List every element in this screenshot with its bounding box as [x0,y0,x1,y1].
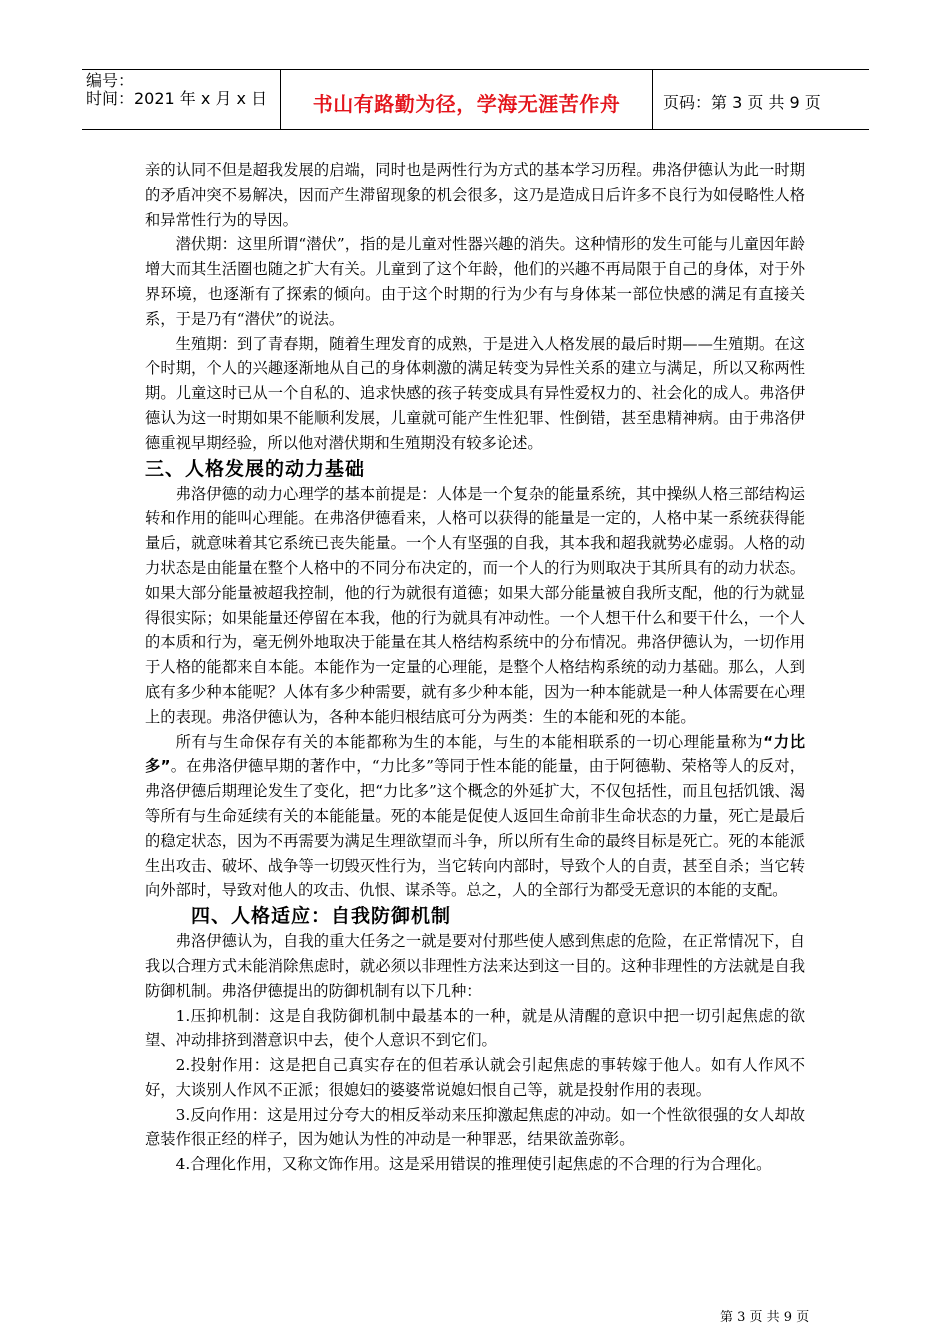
section-heading: 四、人格适应：自我防御机制 [191,905,452,928]
header-page-number: 页码：第 3 页 共 9 页 [663,93,821,112]
paragraph [145,730,805,904]
paragraph: 潜伏期：这里所谓“潜伏”，指的是儿童对性器兴趣的消失。这种情形的发生可能与儿童因年龄增大而其生活圈也随之扩大有关。儿童到了这个年龄，他们的兴趣不再局限于自己的身体，对于外界环境，也逐渐有了探索的倾向。由于这个时期的行为少有与身体某一部位快感的满足有直接关系，于是乃有“潜伏”的说法。 [145,235,805,328]
date-label: 时间：2021 年 x 月 x 日 [86,89,268,108]
paragraph-text: 所有与生命保存有关的本能都称为生的本能，与生的本能相联系的一切心理能量称为 [175,732,764,751]
header-motto-cell [281,70,653,129]
header-page-cell [653,70,869,129]
paragraph: 弗洛伊德认为，自我的重大任务之一就是要对付那些使人感到焦虑的危险，在正常情况下，自我以合理方式未能消除焦虑时，就必须以非理性方法来达到这一目的。这种非理性的方法就是自我防御机制。弗洛伊德提出的防御机制有以下几种： [145,932,805,1000]
paragraph: 生殖期：到了青春期，随着生理发育的成熟，于是进入人格发展的最后时期——生殖期。在这个时期，个人的兴趣逐渐地从自己的身体刺激的满足转变为异性关系的建立与满足，所以又称两性期。儿童这时已从一个自私的、追求快感的孩子转变成具有异性爱权力的、社会化的成人。弗洛伊德认为这一时期如果不能顺利发展，儿童就可能产生性犯罪、性倒错，甚至患精神病。由于弗洛伊德重视早期经验，所以他对潜伏期和生殖期没有较多论述。 [145,334,805,452]
keyword-libido: “力比多” [145,732,805,776]
paragraph: 弗洛伊德的动力心理学的基本前提是：人体是一个复杂的能量系统，其中操纵人格三部结构运转和作用的能叫心理能。在弗洛伊德看来，人格可以获得的能量是一定的，人格中某一系统获得能量后，就意味着其它系统已丧失能量。一个人有坚强的自我，其本我和超我就势必虚弱。人格的动力状态是由能量在整个人格中的不同分布决定的，而一个人的行为则取决于其所具有的动力状态。如果大部分能量被超我控制，他的行为就很有道德；如果大部分能量被自我所支配，他的行为就显得很实际；如果能量还停留在本我，他的行为就具有冲动性。一个人想干什么和要干什么，一个人的本质和行为，毫无例外地取决于能量在其人格结构系统中的分布情况。弗洛伊德认为，一切作用于人格的能都来自本能。本能作为一定量的心理能，是整个人格结构系统的动力基础。那么，人到底有多少种本能呢？人体有多少种需要，就有多少种本能，因为一种本能就是一种人体需要在心理上的表现。弗洛伊德认为，各种本能归根结底可分为两类：生的本能和死的本能。 [145,484,805,726]
list-item: 1.压抑机制：这是自我防御机制中最基本的一种，就是从清醒的意识中把一切引起焦虑的欲望、冲动排挤到潜意识中去，使个人意识不到它们。 [145,1006,805,1050]
document-body [145,158,805,1177]
paragraph-text: 。在弗洛伊德早期的著作中，“力比多”等同于性本能的能量，由于阿德勒、荣格等人的反对，弗洛伊德后期理论发生了变化，把“力比多”这个概念的外延扩大，不仅包括性，而且包括饥饿、渴等所有与生命延续有关的本能能量。死的本能是促使人返回生命前非生命状态的力量，死亡是最后的稳定状态，因为不再需要为满足生理欲望而斗争，所以所有生命的最终目标是死亡。死的本能派生出攻击、破坏、战争等一切毁灭性行为，当它转向内部时，导致个人的自责，甚至自杀；当它转向外部时，导致对他人的攻击、仇恨、谋杀等。总之，人的全部行为都受无意识的本能的支配。 [145,757,805,900]
serial-label: 编号： [86,71,135,90]
footer-page-number: 第 3 页 共 9 页 [720,1310,810,1325]
motto: 书山有路勤为径，学海无涯苦作舟 [312,92,621,116]
paragraph: 亲的认同不但是超我发展的启端，同时也是两性行为方式的基本学习历程。弗洛伊德认为此一时期的矛盾冲突不易解决，因而产生滞留现象的机会很多，这乃是造成日后许多不良行为如侵略性人格和异常性行为的导因。 [145,161,805,229]
list-item: 4.合理化作用，又称文饰作用。这是采用错误的推理使引起焦虑的不合理的行为合理化。 [175,1155,772,1174]
section-heading: 三、人格发展的动力基础 [145,457,366,480]
list-item: 2.投射作用：这是把自己真实存在的但若承认就会引起焦虑的事转嫁于他人。如有人作风不好，大谈别人作风不正派；很媳妇的婆婆常说媳妇恨自己等，就是投射作用的表现。 [145,1056,805,1099]
list-item: 3.反向作用：这是用过分夸大的相反举动来压抑激起焦虑的冲动。如一个性欲很强的女人却故意装作很正经的样子，因为她认为性的冲动是一种罪恶，结果欲盖弥彰。 [145,1105,805,1149]
header-meta-cell [82,70,281,129]
page-header [82,69,869,130]
